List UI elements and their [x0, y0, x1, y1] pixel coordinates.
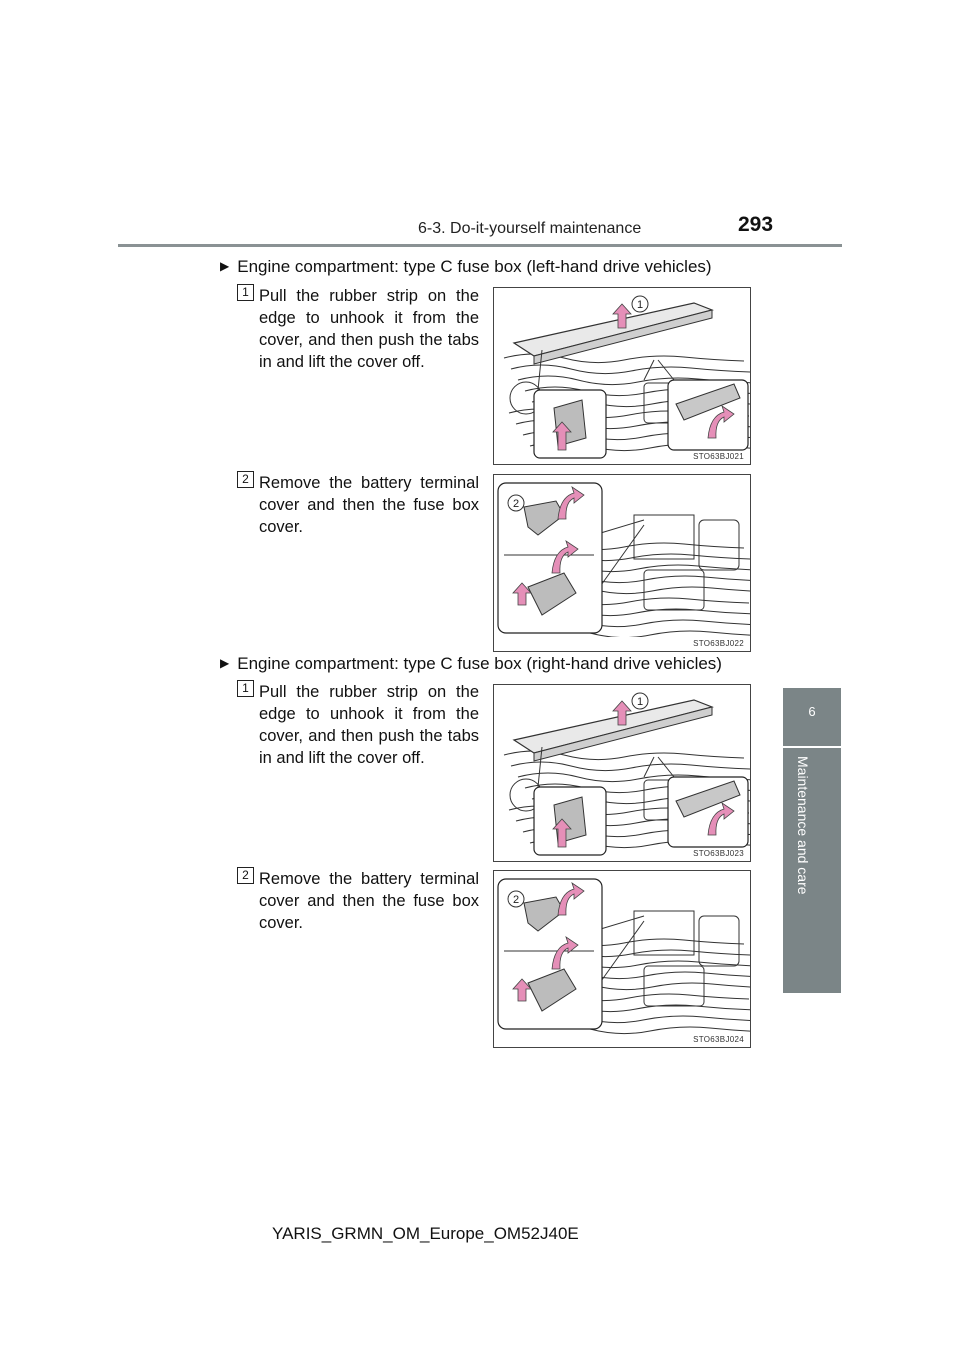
- engine-illustration: [494, 871, 751, 1045]
- chapter-tab: [783, 688, 841, 746]
- illustration-cover-removal: [493, 287, 751, 465]
- step-number: 1: [237, 284, 254, 301]
- figure-code: STO63BJ021: [693, 452, 744, 461]
- svg-text:2: 2: [512, 894, 520, 906]
- page-number: 293: [738, 213, 774, 236]
- illustration-cover-removal: [493, 684, 751, 862]
- document-code: YARIS_GRMN_OM_Europe_OM52J40E: [272, 1224, 579, 1243]
- header-divider: [118, 244, 842, 247]
- figure-code: STO63BJ024: [693, 1035, 744, 1044]
- svg-text:1: 1: [636, 299, 644, 311]
- svg-text:1: 1: [636, 696, 644, 708]
- section-heading: ▶ Engine compartment: type C fuse box (right-hand drive vehicles): [220, 654, 722, 673]
- chapter-label: Maintenance and care: [795, 756, 811, 895]
- step-text: Remove the battery terminal cover and then the fuse box cover.: [259, 474, 479, 536]
- section-heading: ▶ Engine compartment: type C fuse box (left-hand drive vehicles): [220, 257, 712, 276]
- svg-text:2: 2: [512, 498, 520, 510]
- step-text: Remove the battery terminal cover and then the fuse box cover.: [259, 870, 479, 932]
- engine-illustration: [494, 685, 751, 862]
- step-number: 1: [237, 680, 254, 697]
- section-title: 6-3. Do-it-yourself maintenance: [418, 220, 642, 237]
- chapter-number: 6: [808, 704, 816, 719]
- illustration-terminal-cover: [493, 870, 751, 1048]
- bullet-triangle-icon: ▶: [220, 656, 230, 670]
- engine-illustration: [494, 475, 751, 637]
- illustration-terminal-cover: [493, 474, 751, 652]
- step-text: Pull the rubber strip on the edge to unhook it from the cover, and then push the tabs in and lift the cover off.: [259, 287, 479, 371]
- chapter-label-strip: [783, 748, 841, 993]
- figure-code: STO63BJ023: [693, 849, 744, 858]
- step-text: Pull the rubber strip on the edge to unhook it from the cover, and then push the tabs in and lift the cover off.: [259, 683, 479, 767]
- bullet-triangle-icon: ▶: [220, 259, 230, 273]
- engine-illustration: [494, 288, 751, 465]
- figure-code: STO63BJ022: [693, 639, 744, 648]
- step-number: 2: [237, 471, 254, 488]
- step-number: 2: [237, 867, 254, 884]
